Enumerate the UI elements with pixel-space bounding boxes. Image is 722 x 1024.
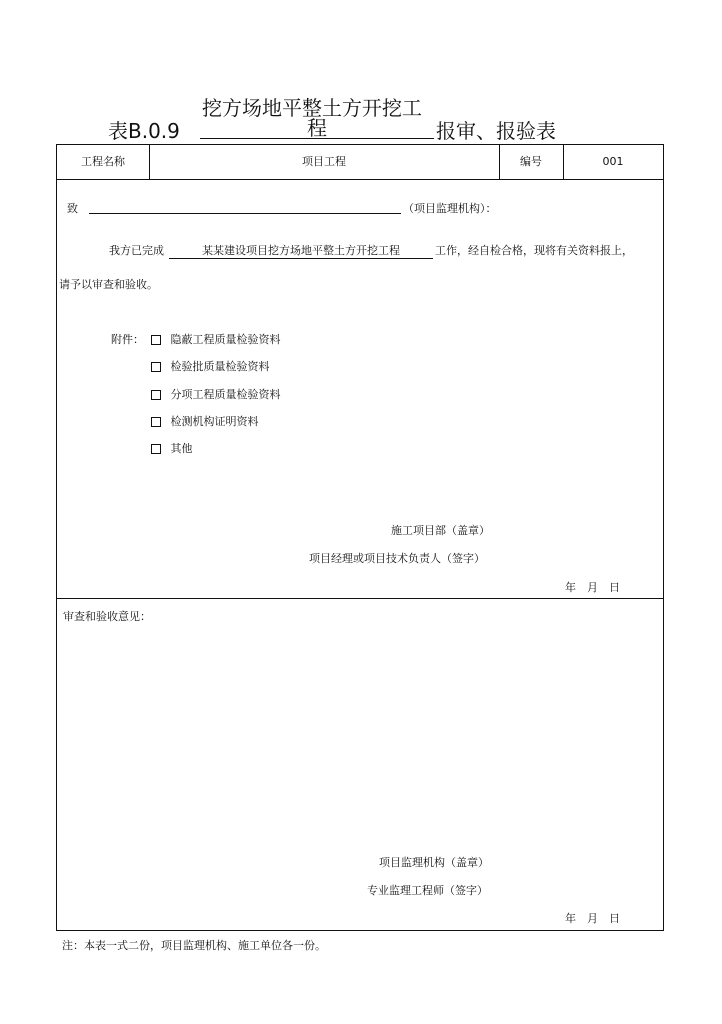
title-line1: 挖方场地平整土方开挖工 bbox=[202, 96, 422, 120]
attachment-label: 检验批质量检验资料 bbox=[170, 360, 270, 373]
attachment-label: 隐蔽工程质量检验资料 bbox=[170, 333, 281, 346]
date-2: 年 月 日 bbox=[565, 912, 620, 925]
checkbox[interactable] bbox=[151, 362, 161, 372]
review-label: 审查和验收意见： bbox=[63, 610, 151, 623]
attachment-item bbox=[151, 331, 281, 347]
title-prefix: 表B.0.9 bbox=[108, 119, 180, 143]
checkbox[interactable] bbox=[151, 417, 161, 427]
attachment-label: 检测机构证明资料 bbox=[170, 415, 259, 428]
date-1: 年 月 日 bbox=[565, 581, 620, 594]
attachment-item bbox=[151, 413, 259, 429]
statement-start: 我方已完成 bbox=[109, 244, 164, 257]
construction-dept-seal: 施工项目部（盖章） bbox=[391, 524, 490, 537]
project-manager-signature: 项目经理或项目技术负责人（签字） bbox=[309, 552, 485, 565]
attachment-item bbox=[151, 386, 281, 402]
attachment-item bbox=[151, 358, 270, 374]
attachments-label: 附件： bbox=[111, 333, 144, 346]
attachment-item bbox=[151, 440, 193, 456]
title-suffix: 报审、报验表 bbox=[436, 119, 556, 143]
section-divider bbox=[57, 598, 663, 599]
form-box bbox=[56, 144, 664, 931]
to-label: 致 bbox=[67, 202, 78, 215]
project-name-value: 项目工程 bbox=[302, 155, 346, 168]
project-name-label: 工程名称 bbox=[81, 155, 125, 168]
checkbox[interactable] bbox=[151, 444, 161, 454]
attachment-label: 其他 bbox=[170, 442, 193, 455]
footnote: 注：本表一式二份，项目监理机构、施工单位各一份。 bbox=[62, 939, 326, 952]
to-blank-line bbox=[89, 201, 401, 214]
to-org-suffix: （项目监理机构）： bbox=[403, 202, 497, 215]
number-label: 编号 bbox=[520, 155, 542, 168]
work-name: 某某建设项目挖方场地平整土方开挖工程 bbox=[169, 242, 433, 259]
checkbox[interactable] bbox=[151, 390, 161, 400]
number-value: 001 bbox=[602, 155, 624, 168]
header-divider bbox=[57, 179, 663, 180]
title-underlined-part: 程 bbox=[200, 118, 434, 139]
attachment-label: 分项工程质量检验资料 bbox=[170, 388, 281, 401]
checkbox[interactable] bbox=[151, 335, 161, 345]
supervision-org-seal: 项目监理机构（盖章） bbox=[379, 856, 489, 869]
supervising-engineer-signature: 专业监理工程师（签字） bbox=[367, 884, 488, 897]
statement-end: 工作，经自检合格，现将有关资料报上， bbox=[435, 244, 633, 257]
statement-line2: 请予以审查和验收。 bbox=[59, 278, 158, 291]
